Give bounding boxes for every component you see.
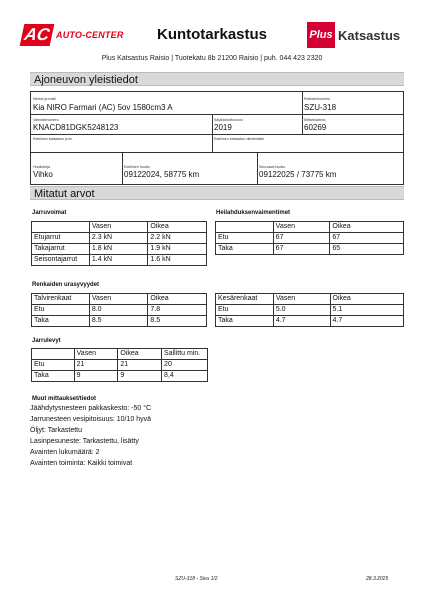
table-cell: Seisontajarrut: [32, 255, 90, 266]
table-cell: Etu: [216, 305, 274, 316]
table-cell: Taka: [216, 316, 274, 327]
company-contact-line: Plus Katsastus Raisio | Tuotekatu 8b 21200 Raisio | puh. 044 423 2320: [101, 55, 323, 62]
table-cell: 2.2 kN: [148, 233, 207, 244]
table-cell: 4.7: [330, 316, 404, 327]
auto-center-logo: [22, 22, 124, 48]
table-cell: 4.7: [273, 316, 330, 327]
inspection-deadline-label: Edellinen katsastus viimeistään: [214, 137, 264, 141]
table-header-row: [32, 222, 207, 233]
odometer-label: Mittarilukema: [304, 118, 326, 122]
info-col-divider: [302, 92, 303, 134]
table-cell: [32, 349, 75, 360]
shock-absorbers-table: [215, 221, 404, 255]
brake-discs-table: [31, 348, 208, 382]
first-registration-value: 2019: [214, 123, 232, 132]
table-cell: Taka: [32, 371, 75, 382]
table-cell: 20: [162, 360, 208, 371]
table-cell: 67: [330, 233, 404, 244]
brake-forces-table: [31, 221, 207, 266]
table-cell: Sallittu min.: [162, 349, 208, 360]
table-cell: 8.5: [148, 316, 207, 327]
first-registration-label: Käyttöönottovuosi: [214, 118, 243, 122]
vin-value: KNACD81DGK5248123: [33, 123, 119, 132]
table-cell: 67: [273, 244, 330, 255]
document-title: Kuntotarkastus: [156, 26, 268, 43]
table-row: [32, 305, 207, 316]
table-cell: 9: [74, 371, 118, 382]
previous-inspection-label: Edellinen katsastus pvm.: [33, 137, 73, 141]
tread-depths-title: Renkaiden urasyvyydet: [32, 282, 100, 288]
table-row: [216, 244, 404, 255]
table-cell: Taka: [216, 244, 274, 255]
table-cell: Etu: [32, 360, 75, 371]
misc-line: Jäähdytysnesteen pakkaskesto: -50 °C: [30, 405, 152, 412]
vin-label: Valmistenumero: [33, 118, 59, 122]
table-cell: Taka: [32, 316, 90, 327]
table-cell: 7.8: [148, 305, 207, 316]
info-row-divider: [31, 114, 403, 115]
table-cell: Takajarrut: [32, 244, 90, 255]
table-cell: Oikea: [148, 222, 207, 233]
table-cell: 9: [118, 371, 162, 382]
misc-line: Avainten toiminta: Kaikki toimivat: [30, 460, 133, 467]
odometer-value: 60269: [304, 123, 327, 132]
section-title-vehicle: Ajoneuvon yleistiedot: [30, 72, 404, 86]
auto-center-logo-text: AUTO-CENTER: [56, 30, 124, 40]
plus-katsastus-logo: [307, 22, 400, 48]
table-cell: Etu: [32, 305, 90, 316]
table-row: [32, 233, 207, 244]
info-col-divider: [122, 152, 123, 184]
summer-tires-table: [215, 293, 404, 327]
table-cell: 5.0: [273, 305, 330, 316]
table-cell: 1.9 kN: [148, 244, 207, 255]
auto-center-logo-mark: AC: [20, 24, 55, 46]
table-cell: 2.3 kN: [89, 233, 148, 244]
misc-line: Jarrunesteen vesipitoisuus: 10/10 hyvä: [30, 416, 152, 423]
table-cell: Oikea: [330, 294, 404, 305]
make-model-value: Kia NIRO Farmari (AC) 5ov 1580cm3 A: [33, 103, 173, 112]
table-row: [216, 316, 404, 327]
table-cell: 8,4: [162, 371, 208, 382]
service-book-value: Vihko: [33, 170, 53, 179]
table-cell: Oikea: [148, 294, 207, 305]
info-row-divider: [31, 134, 403, 135]
table-cell: Kesärenkaat: [216, 294, 274, 305]
plus-logo-mark: Plus: [307, 22, 335, 48]
table-cell: Vasen: [273, 222, 330, 233]
misc-line: Öljyt: Tarkastettu: [30, 427, 83, 434]
table-cell: 21: [118, 360, 162, 371]
table-cell: 21: [74, 360, 118, 371]
page-number: SZU-318 - Sivu 1/2: [175, 576, 218, 582]
table-cell: Oikea: [118, 349, 162, 360]
service-book-label: Huoltokirja: [33, 165, 50, 169]
table-row: [32, 360, 208, 371]
registration-label: Rekisterinumero: [304, 97, 331, 101]
footer-date: 28.3.2025: [366, 576, 389, 582]
table-cell: Etu: [216, 233, 274, 244]
table-cell: 1.6 kN: [148, 255, 207, 266]
brake-forces-title: Jarruvoimat: [32, 210, 67, 216]
table-cell: Etujarrut: [32, 233, 90, 244]
table-cell: 5.1: [330, 305, 404, 316]
shock-absorbers-title: Heilahduksenvaimentimet: [216, 210, 291, 216]
table-cell: Vasen: [89, 294, 148, 305]
table-cell: [32, 222, 90, 233]
table-header-row: [32, 349, 208, 360]
previous-service-value: 09122024, 58775 km: [124, 170, 200, 179]
misc-measurements-title: Muut mittaukset/tiedot: [32, 396, 96, 402]
table-row: [32, 255, 207, 266]
next-service-value: 09122025 / 73775 km: [259, 170, 337, 179]
table-cell: 65: [330, 244, 404, 255]
section-title-measured: Mitatut arvot: [30, 186, 404, 200]
previous-service-label: Edellinen huolto: [124, 165, 150, 169]
table-header-row: [216, 294, 404, 305]
misc-line: Avainten lukumäärä: 2: [30, 449, 100, 456]
table-cell: 8.5: [89, 316, 148, 327]
table-row: [216, 233, 404, 244]
table-cell: [216, 222, 274, 233]
next-service-label: Seuraava huolto: [259, 165, 286, 169]
table-row: [216, 305, 404, 316]
table-header-row: [216, 222, 404, 233]
table-cell: 67: [273, 233, 330, 244]
info-col-divider: [212, 114, 213, 152]
misc-line: Lasinpesuneste: Tarkastettu, lisätty: [30, 438, 139, 445]
brake-discs-title: Jarrulevyt: [32, 338, 61, 344]
info-row-divider: [31, 152, 403, 153]
table-row: [32, 371, 208, 382]
info-col-divider: [257, 152, 258, 184]
vehicle-info-box: [30, 91, 404, 185]
table-cell: Vasen: [89, 222, 148, 233]
table-cell: 1.8 kN: [89, 244, 148, 255]
table-row: [32, 244, 207, 255]
table-cell: 1.4 kN: [89, 255, 148, 266]
plus-logo-text: Katsastus: [338, 27, 401, 43]
table-cell: Vasen: [74, 349, 118, 360]
table-cell: 8.0: [89, 305, 148, 316]
make-model-label: Merkki ja malli: [33, 97, 56, 101]
registration-value: SZU-318: [304, 103, 337, 112]
table-row: [32, 316, 207, 327]
table-cell: Vasen: [273, 294, 330, 305]
winter-tires-table: [31, 293, 207, 327]
table-cell: Talvirenkaat: [32, 294, 90, 305]
table-cell: Oikea: [330, 222, 404, 233]
table-header-row: [32, 294, 207, 305]
